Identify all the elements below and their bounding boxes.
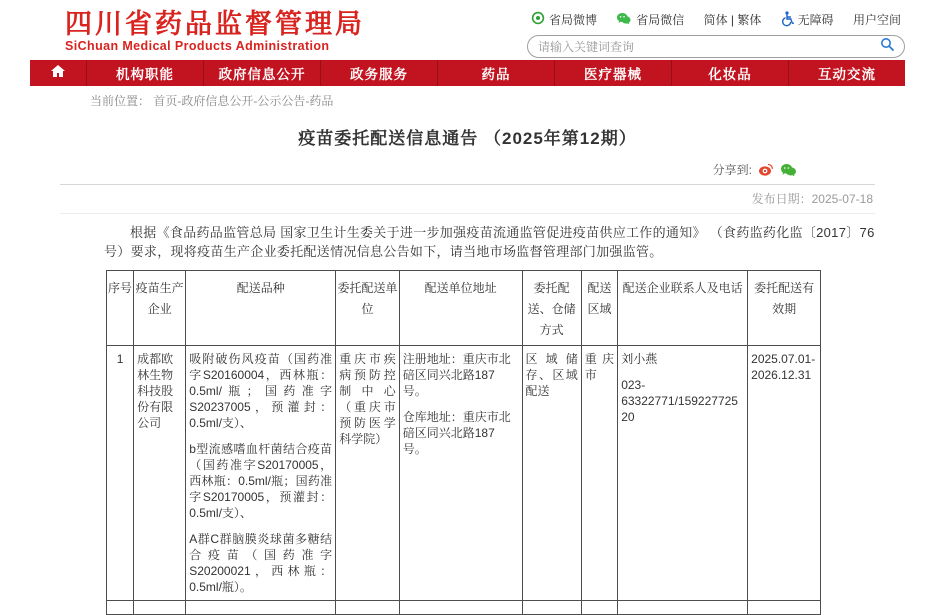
contact-name: 刘小燕 bbox=[621, 352, 658, 366]
publish-date-row bbox=[60, 185, 875, 214]
accessibility-link[interactable] bbox=[781, 11, 834, 28]
col-header-region: 配送区域 bbox=[581, 271, 617, 346]
search-input[interactable] bbox=[538, 40, 880, 54]
col-header-contact: 配送企业联系人及电话 bbox=[618, 271, 748, 346]
cell-address bbox=[399, 346, 522, 601]
site-logo[interactable] bbox=[65, 9, 365, 53]
col-header-storage: 委托配送、仓储方式 bbox=[522, 271, 581, 346]
publish-date-label: 发布日期： bbox=[751, 192, 812, 206]
col-header-no: 序号 bbox=[107, 271, 134, 346]
col-header-validity: 委托配送有效期 bbox=[748, 271, 821, 346]
table-row bbox=[107, 346, 821, 601]
cell-storage: 区域储存、区域配送 bbox=[522, 346, 581, 601]
nav-home-button[interactable] bbox=[30, 60, 86, 86]
wechat-icon bbox=[616, 12, 632, 28]
search-box bbox=[527, 35, 905, 58]
empty-cell bbox=[134, 601, 186, 615]
table-header-row bbox=[107, 271, 821, 346]
empty-cell bbox=[336, 601, 400, 615]
cell-manufacturer: 成都欧林生物科技股份有限公司 bbox=[134, 346, 186, 601]
header-right bbox=[527, 9, 905, 58]
cell-validity: 2025.07.01-2026.12.31 bbox=[748, 346, 821, 601]
publish-date-value: 2025-07-18 bbox=[811, 192, 873, 206]
share-row bbox=[60, 161, 875, 185]
cell-contact bbox=[618, 346, 748, 601]
language-toggle-label: 简体 | 繁体 bbox=[703, 13, 762, 27]
weibo-link[interactable] bbox=[531, 11, 597, 28]
user-space-link[interactable] bbox=[853, 11, 901, 28]
search-icon[interactable] bbox=[880, 37, 894, 56]
product-item: 吸附破伤风疫苗（国药准字S20160004，西林瓶：0.5ml/瓶；国药准字S20237005，预灌封：0.5ml/支）、 bbox=[189, 352, 333, 430]
accessibility-link-label: 无障碍 bbox=[797, 13, 834, 27]
weibo-icon bbox=[531, 11, 545, 28]
table-row-partial bbox=[107, 601, 821, 615]
empty-cell bbox=[618, 601, 748, 615]
product-item: b型流感嗜血杆菌结合疫苗（国药准字S20170005，西林瓶：0.5ml/瓶；国药准字S20170005，预灌封：0.5ml/支）、 bbox=[189, 442, 333, 520]
contact-phone: 023-63322771/15922772520 bbox=[621, 378, 738, 424]
nav-item-cosmetics[interactable]: 化妆品 bbox=[671, 60, 788, 86]
cell-distributor: 重庆市疾病预防控制中心（重庆市预防医学科学院） bbox=[336, 346, 400, 601]
site-logo-title: 四川省药品监督管理局 bbox=[65, 9, 365, 39]
cell-region: 重庆市 bbox=[581, 346, 617, 601]
breadcrumb-prefix: 当前位置： bbox=[90, 94, 151, 108]
empty-cell bbox=[107, 601, 134, 615]
wechat-link[interactable] bbox=[616, 11, 684, 28]
cell-products bbox=[186, 346, 336, 601]
empty-cell bbox=[748, 601, 821, 615]
share-wechat-icon[interactable] bbox=[780, 163, 797, 177]
breadcrumb-path[interactable]: 首页-政府信息公开-公示公告-药品 bbox=[153, 94, 334, 108]
address-warehouse: 仓库地址：重庆市北碚区同兴北路187号。 bbox=[402, 410, 511, 456]
empty-cell bbox=[186, 601, 336, 615]
article-content bbox=[60, 110, 875, 615]
empty-cell bbox=[581, 601, 617, 615]
nav-item-interaction[interactable]: 互动交流 bbox=[788, 60, 905, 86]
address-registered: 注册地址：重庆市北碚区同兴北路187号。 bbox=[402, 352, 511, 398]
nav-item-drugs[interactable]: 药品 bbox=[437, 60, 554, 86]
home-icon bbox=[50, 64, 66, 83]
article-body-paragraph: 根据《食品药品监管总局 国家卫生计生委关于进一步加强疫苗流通监管促进疫苗供应工作的通知》 （食药监药化监〔2017〕76号）要求，现将疫苗生产企业委托配送情况信息公告如下，请当地市场监督管理部门加强监管。 bbox=[104, 225, 875, 259]
site-header bbox=[0, 0, 935, 60]
main-nav bbox=[30, 60, 905, 86]
weibo-link-label: 省局微博 bbox=[549, 13, 598, 27]
language-toggle[interactable] bbox=[704, 11, 762, 28]
col-header-distributor: 委托配送单位 bbox=[336, 271, 400, 346]
nav-item-org[interactable]: 机构职能 bbox=[86, 60, 203, 86]
wechat-link-label: 省局微信 bbox=[636, 13, 685, 27]
breadcrumb bbox=[0, 86, 935, 110]
site-logo-subtitle: SiChuan Medical Products Administration bbox=[65, 39, 330, 53]
col-header-manufacturer: 疫苗生产企业 bbox=[134, 271, 186, 346]
col-header-address: 配送单位地址 bbox=[399, 271, 522, 346]
empty-cell bbox=[522, 601, 581, 615]
nav-item-services[interactable]: 政务服务 bbox=[320, 60, 437, 86]
share-label: 分享到: bbox=[712, 163, 752, 177]
vaccine-distribution-table bbox=[106, 270, 821, 615]
empty-cell bbox=[399, 601, 522, 615]
share-weibo-icon[interactable] bbox=[758, 162, 774, 177]
col-header-products: 配送品种 bbox=[186, 271, 336, 346]
quick-links bbox=[527, 11, 905, 28]
nav-item-devices[interactable]: 医疗器械 bbox=[554, 60, 671, 86]
user-space-link-label: 用户空间 bbox=[852, 13, 901, 27]
cell-no: 1 bbox=[107, 346, 134, 601]
nav-item-gov-info[interactable]: 政府信息公开 bbox=[203, 60, 320, 86]
accessibility-icon bbox=[781, 11, 794, 28]
product-item: A群C群脑膜炎球菌多糖结合疫苗（国药准字S20200021，西林瓶：0.5ml/瓶）。 bbox=[189, 532, 333, 594]
page-title: 疫苗委托配送信息通告 （2025年第12期） bbox=[298, 129, 637, 148]
